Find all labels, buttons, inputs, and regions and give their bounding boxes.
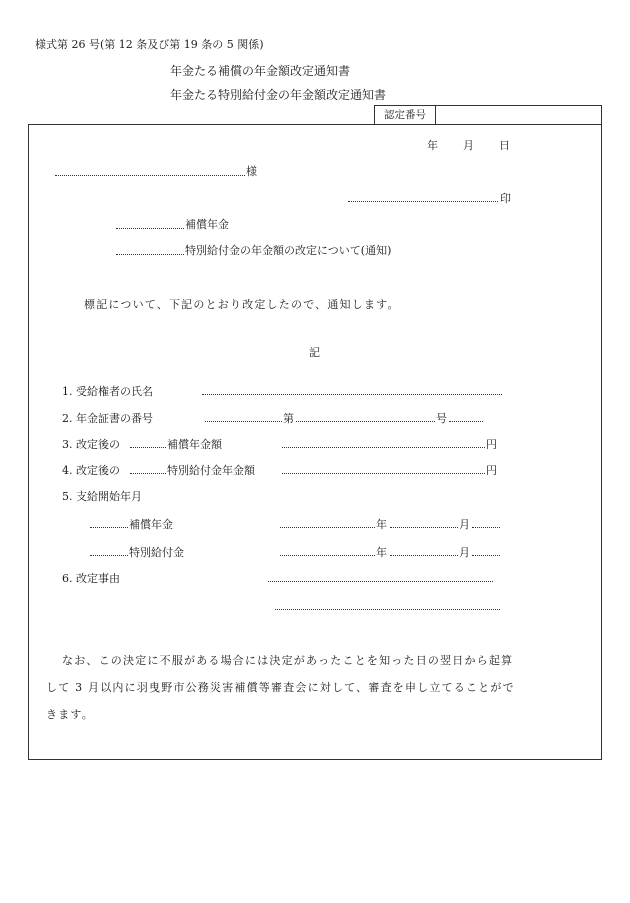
start-compensation-month-field[interactable] — [390, 527, 458, 528]
start-compensation-year-field[interactable] — [280, 527, 375, 528]
ki-heading: 記 — [309, 346, 320, 359]
item-revised-compensation-label-pre: 3. 改定後の — [62, 438, 120, 451]
issuer-name-field[interactable] — [348, 201, 498, 202]
item-certificate-number-label: 2. 年金証書の番号 — [62, 412, 153, 425]
month-unit: 月 — [459, 518, 470, 531]
certificate-go: 号 — [436, 412, 447, 425]
certification-number-label: 認定番号 — [375, 106, 436, 125]
subject1-blank[interactable] — [116, 228, 184, 229]
revision-reason-field-1[interactable] — [268, 581, 493, 582]
certificate-number-post — [449, 421, 483, 422]
certificate-number-field[interactable] — [296, 421, 435, 422]
revised-compensation-blank[interactable] — [130, 447, 166, 448]
start-special-blank[interactable] — [90, 555, 128, 556]
form-label: 様式第 26 号(第 12 条及び第 19 条の 5 関係) — [35, 38, 264, 51]
start-compensation-tail — [472, 527, 500, 528]
revised-special-blank[interactable] — [130, 473, 166, 474]
start-special-month-field[interactable] — [390, 555, 458, 556]
year-unit: 年 — [376, 518, 387, 531]
item-revision-reason-label: 6. 改定事由 — [62, 572, 120, 585]
appeal-notice-line-2: して 3 月以内に羽曳野市公務災害補償等審査会に対して、審査を申し立てることがで — [46, 681, 515, 694]
body-text: 標記について、下記のとおり改定したので、通知します。 — [84, 298, 400, 311]
yen-unit: 円 — [486, 438, 497, 451]
start-compensation-label: 補償年金 — [129, 518, 173, 531]
certificate-number-pre[interactable] — [205, 421, 282, 422]
addressee-suffix: 様 — [246, 165, 257, 178]
seal-mark: 印 — [500, 192, 511, 205]
date-month: 月 — [463, 139, 474, 152]
start-special-tail — [472, 555, 500, 556]
start-special-label: 特別給付金 — [129, 546, 184, 559]
revised-special-amount[interactable] — [282, 473, 485, 474]
yen-unit: 円 — [486, 464, 497, 477]
start-special-year-field[interactable] — [280, 555, 375, 556]
item-revised-special-label-post: 特別給付金年金額 — [167, 464, 255, 477]
item-revised-special-label-pre: 4. 改定後の — [62, 464, 120, 477]
subject2-blank[interactable] — [116, 254, 184, 255]
item-recipient-name-label: 1. 受給権者の氏名 — [62, 385, 153, 398]
start-compensation-blank[interactable] — [90, 527, 128, 528]
addressee-name-field[interactable] — [55, 175, 245, 176]
certification-number-box — [374, 105, 602, 125]
appeal-notice-line-1: なお、この決定に不服がある場合には決定があったことを知った日の翌日から起算 — [62, 654, 514, 667]
revision-reason-field-2[interactable] — [275, 609, 500, 610]
title-special-benefit: 年金たる特別給付金の年金額改定通知書 — [170, 88, 387, 102]
revised-compensation-amount[interactable] — [282, 447, 485, 448]
year-unit: 年 — [376, 546, 387, 559]
date-year: 年 — [427, 139, 438, 152]
certification-number-field[interactable] — [436, 106, 601, 125]
item-revised-compensation-label-post: 補償年金額 — [167, 438, 222, 451]
date-day: 日 — [499, 139, 510, 152]
item-payment-start-label: 5. 支給開始年月 — [62, 490, 142, 503]
title-compensation: 年金たる補償の年金額改定通知書 — [170, 64, 351, 78]
subject-compensation: 補償年金 — [185, 218, 229, 231]
recipient-name-field[interactable] — [202, 394, 502, 395]
subject-special-benefit: 特別給付金の年金額の改定について(通知) — [185, 244, 392, 257]
month-unit: 月 — [459, 546, 470, 559]
appeal-notice-line-3: きます。 — [46, 708, 94, 721]
certificate-dai: 第 — [283, 412, 294, 425]
